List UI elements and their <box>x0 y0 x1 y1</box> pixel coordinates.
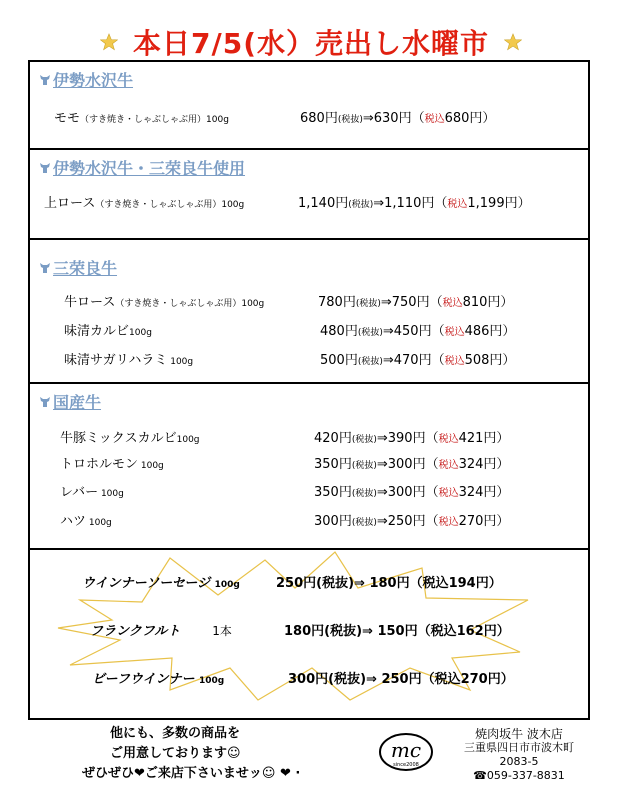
list-item: レバー 100g <box>60 485 124 500</box>
star-icon <box>504 33 522 51</box>
section-heading: 三荣良牛 <box>38 256 117 279</box>
list-item: 牛豚ミックスカルビ100g <box>60 431 200 446</box>
section-heading: 国産牛 <box>38 390 101 413</box>
special-price: 180円(税抜)⇒ 150円（税込162円） <box>284 624 510 639</box>
section-heading: 伊勢水沢牛・三荣良牛使用 <box>38 156 245 179</box>
cow-icon <box>38 261 52 275</box>
cow-icon <box>38 395 52 409</box>
price: 350円(税抜)⇒300円（税込324円） <box>314 485 510 500</box>
list-item: 上ロース（すき焼き・しゃぶしゃぶ用）100g <box>44 196 245 211</box>
section-divider <box>30 238 588 240</box>
page-title <box>0 22 622 62</box>
cow-icon <box>38 161 52 175</box>
shop-info: 焼肉坂牛 波木店 三重県四日市市波木町 2083-5 ☎059-337-8831 <box>464 727 574 782</box>
price: 500円(税抜)⇒470円（税込508円） <box>320 353 516 368</box>
list-item: 牛ロース（すき焼き・しゃぶしゃぶ用）100g <box>64 295 265 310</box>
svg-text:mc: mc <box>390 738 422 762</box>
section-heading: 伊勢水沢牛 <box>38 68 133 91</box>
footer-message: 他にも、多数の商品を ご用意しております☺ ぜひぜひ❤ご来店下さいませッ☺ ❤ · <box>82 726 301 781</box>
special-item: ウインナーソーセージ 100g <box>82 576 240 591</box>
list-item: トロホルモン 100g <box>60 457 164 472</box>
special-item: フランクフルト 1本 <box>90 624 232 639</box>
price: 420円(税抜)⇒390円（税込421円） <box>314 431 510 446</box>
price: 1,140円(税抜)⇒1,110円（税込1,199円） <box>298 196 531 211</box>
title-text: 本日7/5(水）売出し水曜市 <box>133 27 489 60</box>
list-item: モモ（すき焼き・しゃぶしゃぶ用）100g <box>54 111 229 126</box>
price: 780円(税抜)⇒750円（税込810円） <box>318 295 514 310</box>
list-item: 味清カルビ100g <box>64 324 152 339</box>
price: 680円(税抜)⇒630円（税込680円） <box>300 111 496 126</box>
price: 350円(税抜)⇒300円（税込324円） <box>314 457 510 472</box>
special-item: ビーフウインナー 100g <box>92 672 225 687</box>
list-item: 味清サガリハラミ 100g <box>64 353 194 368</box>
section-divider <box>30 382 588 384</box>
special-price: 250円(税抜)⇒ 180円（税込194円） <box>276 576 502 591</box>
price: 300円(税抜)⇒250円（税込270円） <box>314 514 510 529</box>
cow-icon <box>38 73 52 87</box>
svg-text:since2008: since2008 <box>393 762 419 768</box>
list-item: ハツ 100g <box>60 514 112 529</box>
section-divider <box>30 148 588 150</box>
price: 480円(税抜)⇒450円（税込486円） <box>320 324 516 339</box>
special-price: 300円(税抜)⇒ 250円（税込270円） <box>288 672 514 687</box>
star-icon <box>100 33 118 51</box>
shop-logo <box>378 732 434 772</box>
